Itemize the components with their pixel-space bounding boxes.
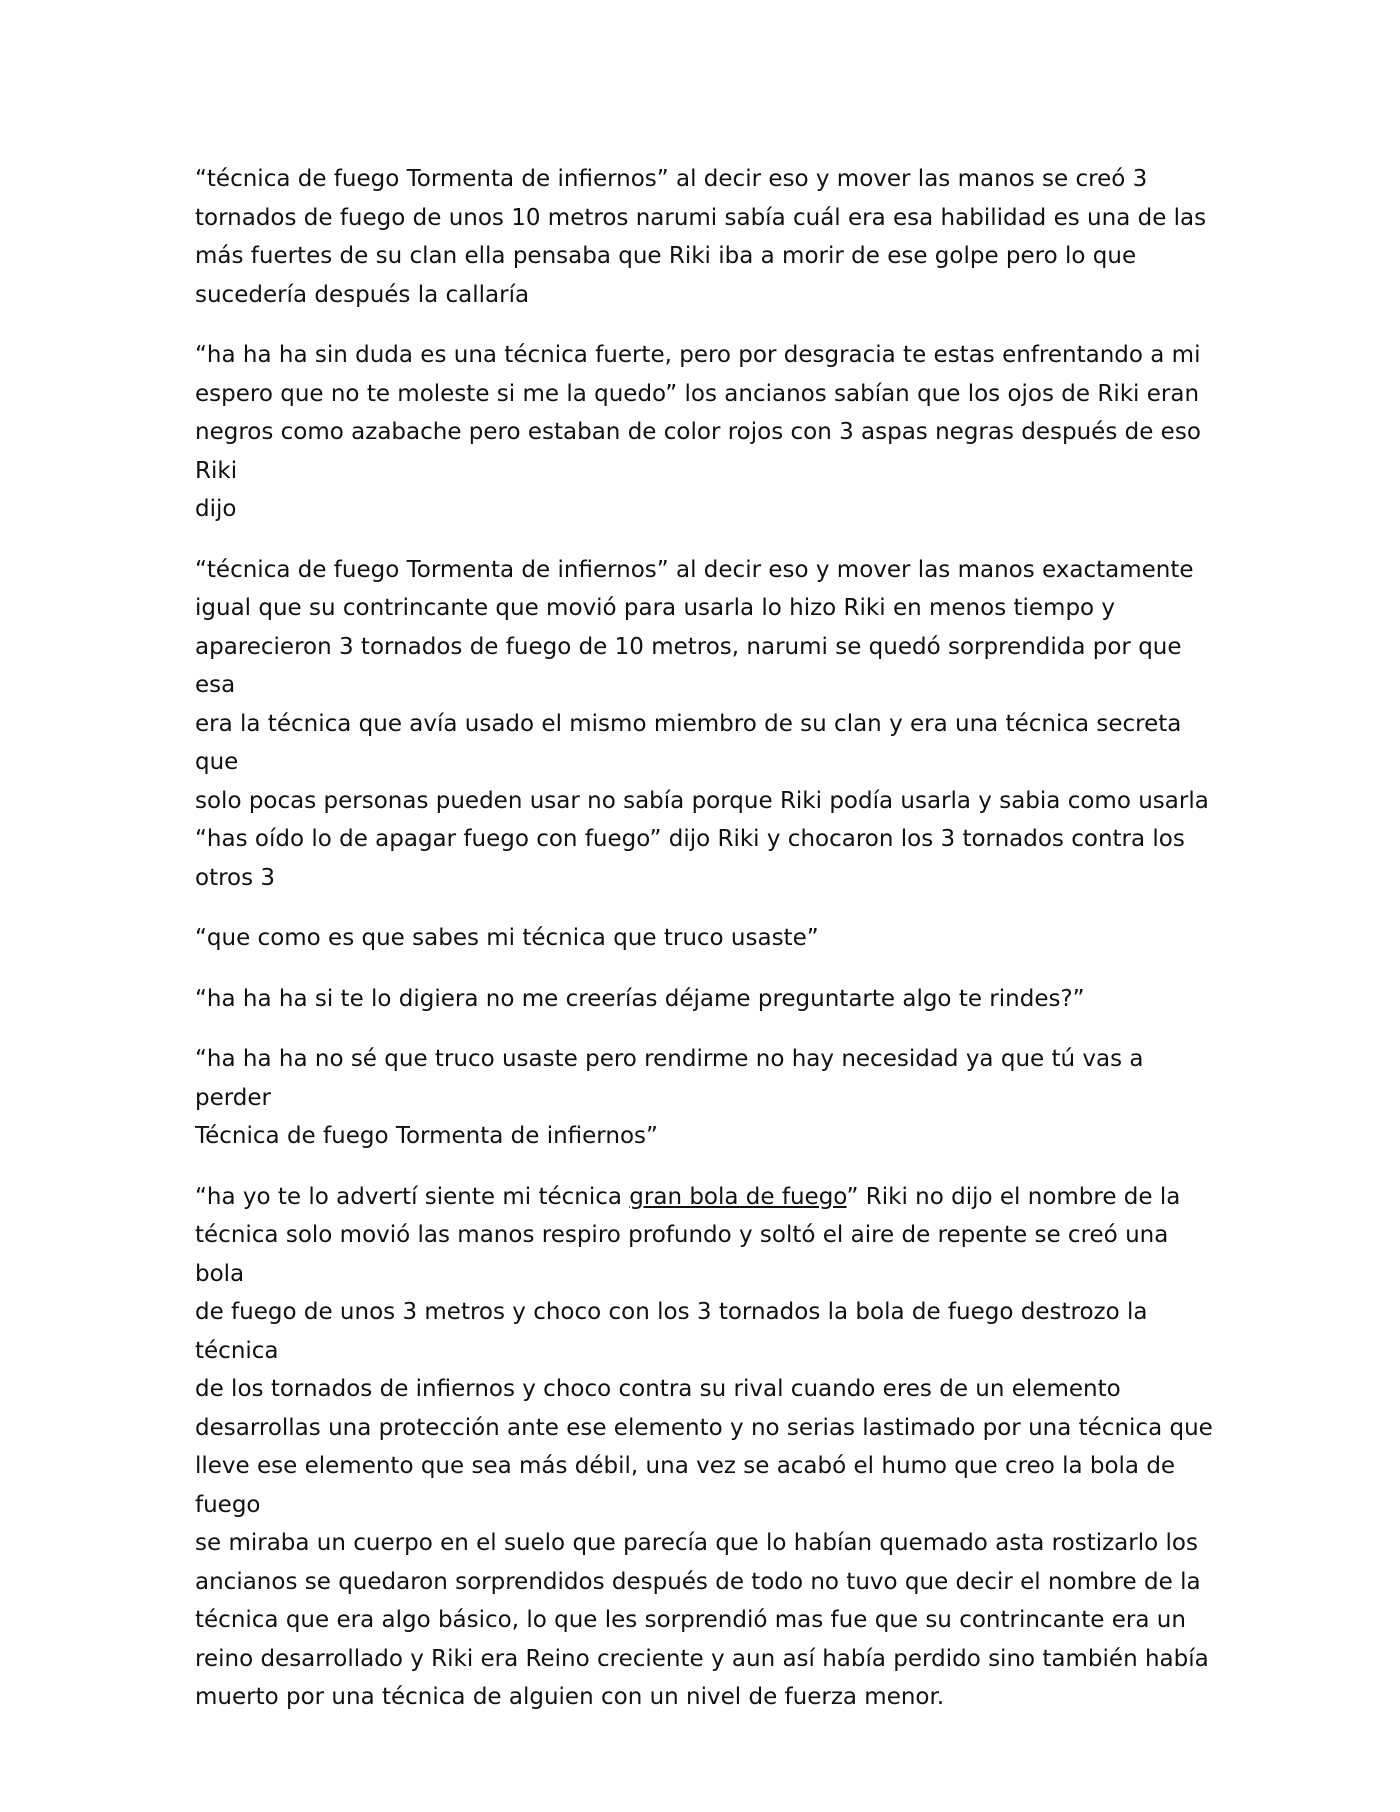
document-body bbox=[195, 160, 1215, 1739]
underlined-phrase: gran bola de fuego bbox=[629, 1183, 847, 1210]
text-line: desarrollas una protección ante ese elemento y no serias lastimado por una técnica que bbox=[195, 1414, 1213, 1441]
paragraph bbox=[195, 919, 1215, 958]
text-line: era la técnica que avía usado el mismo miembro de su clan y era una técnica secreta que bbox=[195, 710, 1182, 775]
paragraph bbox=[195, 1178, 1215, 1717]
text-line: lleve ese elemento que sea más débil, una vez se acabó el humo que creo la bola de fuego bbox=[195, 1453, 1176, 1518]
paragraph bbox=[195, 1040, 1215, 1156]
text-line: espero que no te moleste si me la quedo” los ancianos sabían que los ojos de Riki eran bbox=[195, 380, 1200, 407]
paragraph bbox=[195, 551, 1215, 898]
text-line: aparecieron 3 tornados de fuego de 10 metros, narumi se quedó sorprendida por que esa bbox=[195, 633, 1182, 698]
text-line: solo pocas personas pueden usar no sabía porque Riki podía usarla y sabia como usarla bbox=[195, 787, 1209, 814]
text-line: “ha ha ha no sé que truco usaste pero rendirme no hay necesidad ya que tú vas a perder bbox=[195, 1046, 1144, 1111]
text-line: ancianos se quedaron sorprendidos después de todo no tuvo que decir el nombre de la bbox=[195, 1568, 1201, 1595]
text-line: de los tornados de infiernos y choco contra su rival cuando eres de un elemento bbox=[195, 1376, 1121, 1402]
text-line: “has oído lo de apagar fuego con fuego” dijo Riki y chocaron los 3 tornados contra los bbox=[195, 826, 1185, 852]
paragraph bbox=[195, 160, 1215, 314]
text-line: otros 3 bbox=[195, 864, 276, 891]
text-line: más fuertes de su clan ella pensaba que Riki iba a morir de ese golpe pero lo que bbox=[195, 243, 1137, 269]
text-line: reino desarrollado y Riki era Reino creciente y aun así había perdido sino también había bbox=[195, 1645, 1209, 1672]
text-segment: ” Riki no dijo el nombre de la bbox=[846, 1183, 1181, 1210]
text-line: muerto por una técnica de alguien con un nivel de fuerza menor. bbox=[195, 1684, 945, 1710]
text-line: Técnica de fuego Tormenta de infiernos” bbox=[195, 1123, 658, 1149]
text-line: “ha ha ha sin duda es una técnica fuerte, pero por desgracia te estas enfrentando a mi bbox=[195, 342, 1201, 368]
text-line: se miraba un cuerpo en el suelo que parecía que lo habían quemado asta rostizarlo los bbox=[195, 1530, 1198, 1556]
text-line: igual que su contrincante que movió para usarla lo hizo Riki en menos tiempo y bbox=[195, 595, 1116, 621]
text-segment: “ha yo te lo advertí siente mi técnica bbox=[195, 1183, 630, 1210]
text-line: “que como es que sabes mi técnica que truco usaste” bbox=[195, 925, 819, 951]
paragraph bbox=[195, 980, 1215, 1019]
text-line: negros como azabache pero estaban de color rojos con 3 aspas negras después de eso Riki bbox=[195, 419, 1201, 484]
text-line: técnica solo movió las manos respiro profundo y soltó el aire de repente se creó una bola bbox=[195, 1222, 1169, 1287]
text-line: “técnica de fuego Tormenta de infiernos” al decir eso y mover las manos exactamente bbox=[195, 556, 1194, 583]
text-line: dijo bbox=[195, 496, 237, 522]
text-line: “ha ha ha si te lo digiera no me creerías déjame preguntarte algo te rindes?” bbox=[195, 985, 1085, 1012]
paragraph bbox=[195, 336, 1215, 529]
text-line: tornados de fuego de unos 10 metros narumi sabía cuál era esa habilidad es una de las bbox=[195, 204, 1207, 231]
text-line: sucedería después la callaría bbox=[195, 281, 530, 308]
text-line: de fuego de unos 3 metros y choco con los 3 tornados la bola de fuego destrozo la técnica bbox=[195, 1299, 1148, 1364]
text-line: técnica que era algo básico, lo que les sorprendió mas fue que su contrincante era un bbox=[195, 1607, 1186, 1633]
text-line: “técnica de fuego Tormenta de infiernos” al decir eso y mover las manos se creó 3 bbox=[195, 166, 1148, 192]
